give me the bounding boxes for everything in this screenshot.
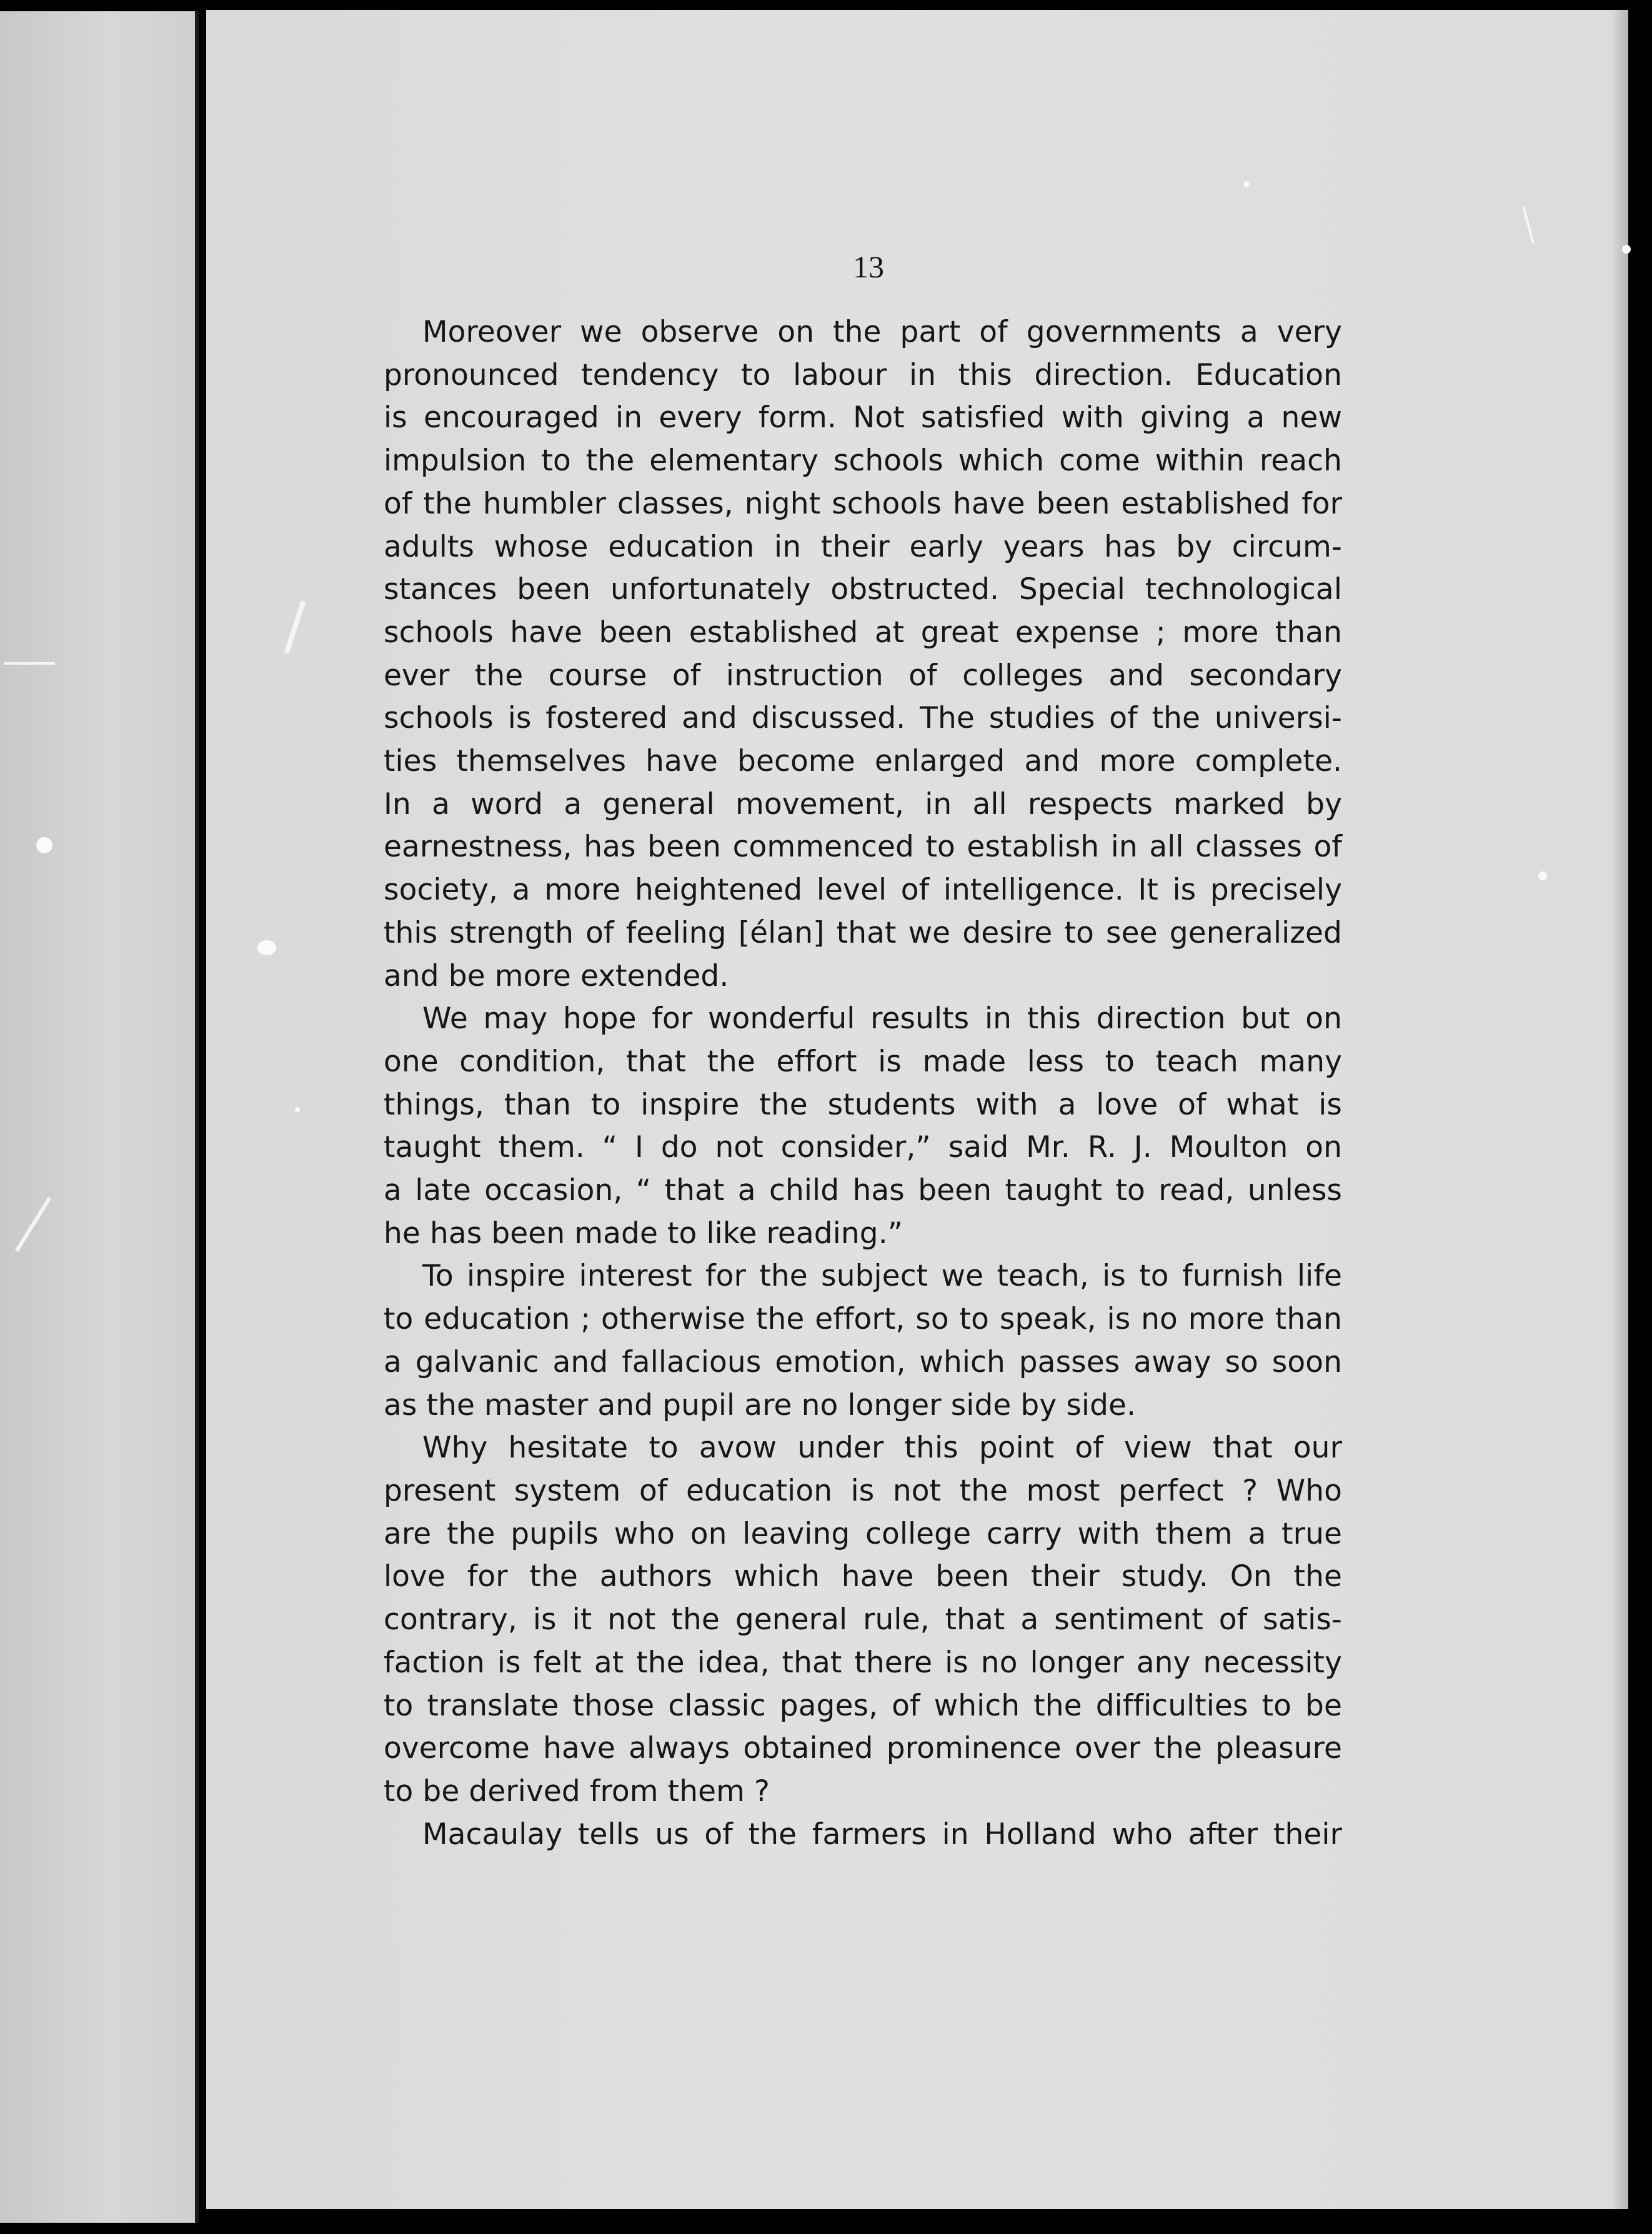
text-line: of the humbler classes, night schools have been established for	[384, 486, 1342, 521]
dust-speck	[257, 940, 276, 955]
text-line: to translate those classic pages, of which the difficulties to be	[384, 1688, 1342, 1723]
text-line: is encouraged in every form. Not satisfied with giving a new	[384, 400, 1342, 435]
text-line: Macaulay tells us of the farmers in Holland who after their	[422, 1817, 1342, 1852]
text-line: to be derived from them ?	[384, 1774, 770, 1809]
paragraph	[384, 998, 1342, 1255]
text-line: are the pupils who on leaving college carry with them a true	[384, 1516, 1342, 1551]
text-line: and be more extended.	[384, 958, 729, 993]
paragraph	[384, 311, 1342, 998]
page-edge-shadow	[1611, 10, 1628, 2209]
text-line: stances been unfortunately obstructed. Special technological	[384, 572, 1342, 607]
text-line: overcome have always obtained prominence over the pleasure	[384, 1731, 1342, 1766]
text-line: this strength of feeling [élan] that we desire to see generalized	[384, 915, 1342, 950]
text-line: schools have been established at great expense ; more than	[384, 615, 1342, 650]
text-line: impulsion to the elementary schools which come within reach	[384, 444, 1342, 479]
dust-speck	[295, 1107, 300, 1112]
text-line: present system of education is not the most perfect ? Who	[384, 1473, 1342, 1508]
text-line: he has been made to like reading.”	[384, 1216, 903, 1251]
text-line: a galvanic and fallacious emotion, which passes away so soon	[384, 1344, 1342, 1379]
dust-speck	[36, 837, 52, 853]
text-line: taught them. “ I do not consider,” said Mr. R. J. Moulton on	[384, 1130, 1342, 1165]
text-line: society, a more heightened level of intelligence. It is precisely	[384, 873, 1342, 908]
text-line: things, than to inspire the students with a love of what is	[384, 1087, 1342, 1122]
text-line: contrary, is it not the general rule, that a sentiment of satis-	[384, 1602, 1342, 1637]
text-line: to education ; otherwise the effort, so to speak, is no more than	[384, 1302, 1342, 1337]
text-line: schools is fostered and discussed. The studies of the universi-	[384, 701, 1342, 736]
page-number: 13	[853, 249, 884, 284]
text-line: Moreover we observe on the part of governments a very	[422, 315, 1342, 349]
text-line: as the master and pupil are no longer side by side.	[384, 1388, 1137, 1422]
paragraph	[384, 1427, 1342, 1813]
dust-speck	[1243, 181, 1250, 187]
text-line: adults whose education in their early years has by circum-	[384, 529, 1342, 564]
previous-page-leaf	[0, 11, 199, 2223]
text-line: faction is felt at the idea, that there is no longer any necessity	[384, 1645, 1342, 1680]
text-line: pronounced tendency to labour in this direction. Education	[384, 357, 1342, 392]
text-line: ever the course of instruction of colleges and secondary	[384, 658, 1342, 693]
text-line: We may hope for wonderful results in this direction but on	[422, 1001, 1342, 1036]
text-line: To inspire interest for the subject we teach, is to furnish life	[422, 1259, 1342, 1294]
text-line: Why hesitate to avow under this point of view that our	[422, 1431, 1342, 1466]
text-line: earnestness, has been commenced to establish in all classes of	[384, 830, 1342, 865]
dust-speck	[1622, 245, 1631, 254]
body-text	[384, 311, 1342, 1856]
text-line: love for the authors which have been their study. On the	[384, 1559, 1342, 1594]
text-line: ties themselves have become enlarged and more complete.	[384, 744, 1342, 779]
film-scratch	[4, 662, 55, 665]
text-line: a late occasion, “ that a child has been taught to read, unless	[384, 1173, 1342, 1208]
paragraph	[384, 1814, 1342, 1857]
paragraph	[384, 1255, 1342, 1427]
dust-speck	[1538, 871, 1547, 880]
text-line: one condition, that the effort is made less to teach many	[384, 1044, 1342, 1079]
text-line: In a word a general movement, in all respects marked by	[384, 787, 1342, 822]
